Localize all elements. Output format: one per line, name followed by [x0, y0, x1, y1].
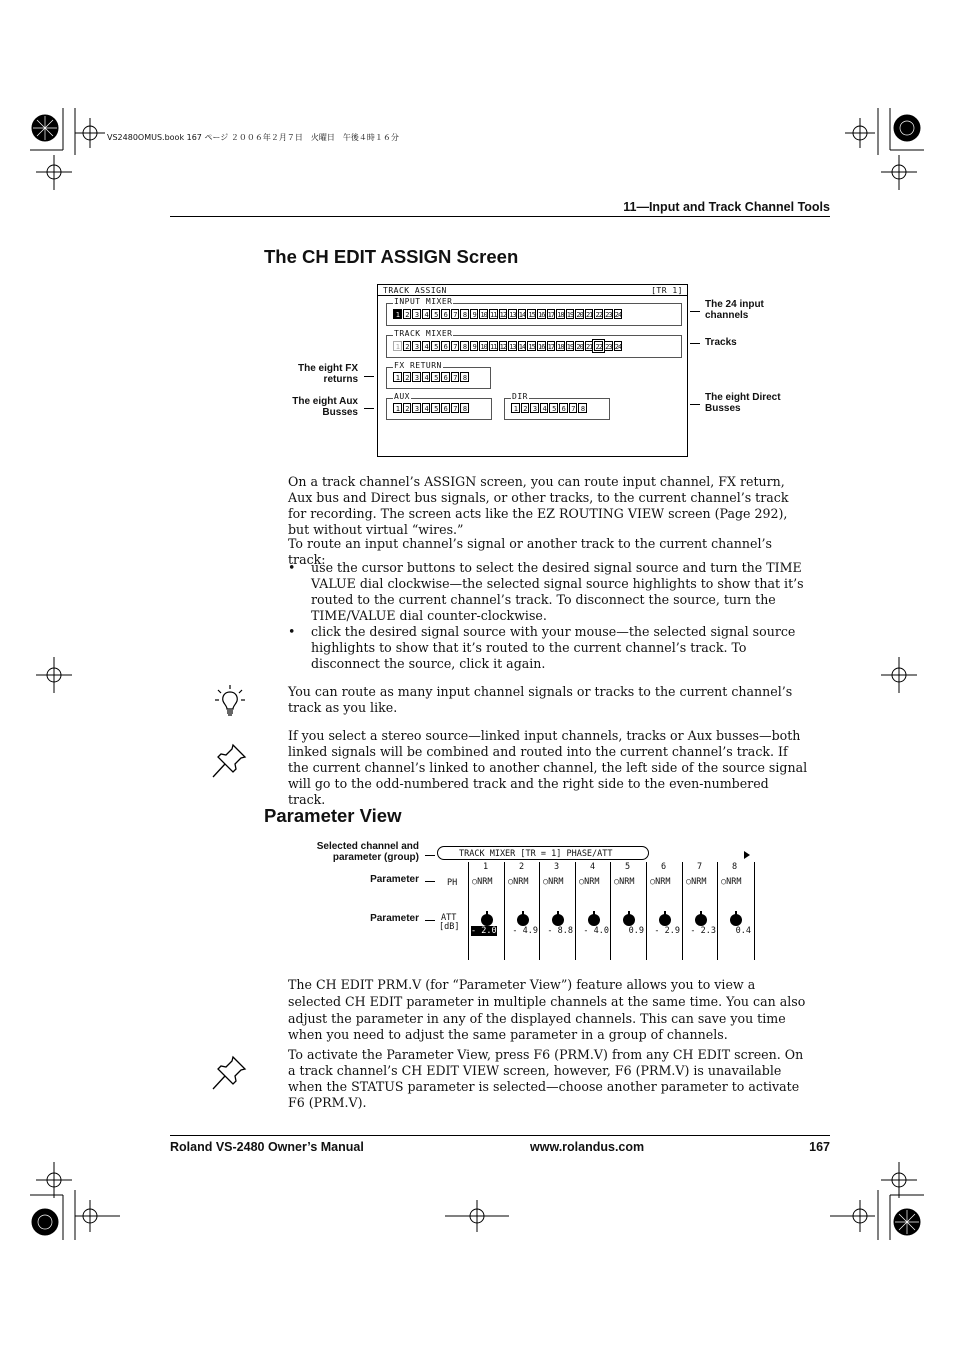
- input-button-23[interactable]: 23: [605, 311, 612, 319]
- channel-number: 2: [519, 862, 525, 872]
- aux-button-8[interactable]: 8: [460, 403, 469, 413]
- callout-parameter-att: Parameter: [370, 913, 419, 924]
- pushpin-icon: [211, 743, 247, 779]
- phase-value[interactable]: ○NRM: [472, 877, 493, 887]
- channel-number: 4: [590, 862, 596, 872]
- callout-line: [690, 404, 700, 405]
- page-number: 167: [809, 1140, 830, 1154]
- dir-button-8[interactable]: 8: [578, 403, 587, 413]
- list-item: • click the desired signal source with your mouse—the selected signal source highlights to show that it’s routed to the current channel’s track. To disconnect the source, click it again.: [288, 624, 808, 672]
- input-button-9[interactable]: 9: [470, 309, 479, 319]
- input-button-3[interactable]: 3: [412, 309, 421, 319]
- input-mixer-group: [386, 297, 682, 326]
- att-value[interactable]: - 2.0: [471, 926, 497, 936]
- att-knob-icon[interactable]: [730, 914, 742, 926]
- att-knob-icon[interactable]: [552, 914, 564, 926]
- track-button-14[interactable]: 14: [518, 343, 526, 351]
- parameter-view-note-paragraph: [288, 1047, 808, 1111]
- att-knob-icon[interactable]: [695, 914, 707, 926]
- fx-return-button-2[interactable]: 2: [403, 372, 412, 382]
- input-button-21[interactable]: 21: [585, 311, 593, 319]
- dir-button-6[interactable]: 6: [559, 403, 568, 413]
- callout-tracks: Tracks: [705, 337, 737, 348]
- input-button-14[interactable]: 14: [518, 311, 526, 319]
- channel-number: 8: [732, 862, 738, 872]
- aux-buttons: [393, 403, 469, 413]
- input-button-6[interactable]: 6: [441, 309, 450, 319]
- att-knob-icon[interactable]: [481, 914, 493, 926]
- dir-button-1[interactable]: 1: [511, 403, 520, 413]
- track-assign-screen: [377, 284, 688, 457]
- channel-column-3[interactable]: [539, 862, 576, 960]
- track-button-17[interactable]: 17: [547, 343, 555, 351]
- footer-manual-title: Roland VS-2480 Owner’s Manual: [170, 1140, 364, 1154]
- assign-intro-paragraph: [288, 474, 808, 538]
- att-value[interactable]: 0.4: [735, 926, 751, 936]
- track-button-10[interactable]: 10: [480, 343, 487, 351]
- dir-button-7[interactable]: 7: [569, 403, 578, 413]
- track-button-6[interactable]: 6: [441, 341, 450, 351]
- callout-line: [690, 311, 700, 312]
- channel-column-2[interactable]: [504, 862, 541, 960]
- input-button-15[interactable]: 15: [528, 311, 535, 319]
- track-button-12[interactable]: 12: [499, 343, 507, 351]
- screen-title-rule: [378, 295, 687, 296]
- aux-button-2[interactable]: 2: [403, 403, 412, 413]
- input-mixer-label: INPUT MIXER: [394, 297, 453, 306]
- input-button-18[interactable]: 18: [557, 311, 564, 319]
- track-indicator: [TR 1]: [651, 286, 683, 295]
- phase-value[interactable]: ○NRM: [650, 877, 671, 887]
- callout-line: [425, 881, 435, 882]
- att-value[interactable]: - 2.3: [690, 926, 716, 936]
- fx-return-group: [386, 361, 491, 389]
- channel-column-6[interactable]: [646, 862, 683, 960]
- input-button-13[interactable]: 13: [509, 311, 516, 319]
- list-item: • use the cursor buttons to select the desired signal source and turn the TIME VALUE dial clockwise—the selected signal source highlights to show that it’s routed to the current channel’s track. To disconnect the source, turn the TIME/VALUE dial counter-clockwise.: [288, 560, 808, 624]
- dir-button-3[interactable]: 3: [530, 403, 539, 413]
- param-screen-title: TRACK MIXER [TR = 1] PHASE/ATT: [459, 849, 613, 859]
- callout-selected-channel: Selected channel and parameter (group): [316, 841, 419, 863]
- callout-line: [425, 920, 435, 921]
- tip-text: You can route as many input channel signals or tracks to the current channel’s track as you like.: [288, 684, 793, 715]
- input-button-19[interactable]: 19: [566, 311, 574, 319]
- footer-rule: [170, 1135, 830, 1136]
- dir-label: DIR: [512, 392, 528, 401]
- track-button-1[interactable]: 1: [393, 341, 402, 351]
- callout-parameter-ph: Parameter: [370, 874, 419, 885]
- fx-return-button-1[interactable]: 1: [393, 372, 402, 382]
- phase-value[interactable]: ○NRM: [579, 877, 600, 887]
- stereo-note-paragraph: [288, 728, 808, 808]
- track-button-11[interactable]: 11: [490, 343, 497, 351]
- aux-group: [386, 392, 492, 420]
- att-value[interactable]: - 2.9: [654, 926, 680, 936]
- pushpin-icon: [211, 1055, 247, 1091]
- aux-button-4[interactable]: 4: [422, 403, 431, 413]
- fx-buttons: [393, 372, 469, 382]
- fx-return-button-7[interactable]: 7: [451, 372, 460, 382]
- stereo-note-text: If you select a stereo source—linked input channels, tracks or Aux busses—both linked signals will be combined and routed into the current channel’s track. If the current channel’s linked to another channel, the left side of the source signal will go to the odd-numbered track and the right side to the even-numbered track.: [288, 728, 808, 807]
- track-button-8[interactable]: 8: [460, 341, 469, 351]
- channel-column-4[interactable]: [575, 862, 612, 960]
- assign-intro-text: On a track channel’s ASSIGN screen, you can route input channel, FX return, Aux bus and Direct bus signals, or other tracks, to the current channel’s track for recording. The screen acts like the EZ ROUTING VIEW screen (Page 292), but without virtual “wires.”: [288, 474, 789, 537]
- parameter-view-text: The CH EDIT PRM.V (for “Parameter View”) feature allows you to view a selected CH EDIT parameter in multiple channels at the same time. You can also adjust the parameter in any of the displayed channels. This can save you time when you need to adjust the same parameter in a group of channels.: [288, 977, 806, 1043]
- aux-button-1[interactable]: 1: [393, 403, 402, 413]
- att-value[interactable]: - 8.8: [547, 926, 573, 936]
- input-button-17[interactable]: 17: [547, 311, 555, 319]
- track-mixer-label: TRACK MIXER: [394, 329, 453, 338]
- track-button-20[interactable]: 20: [576, 343, 583, 351]
- phase-value[interactable]: ○NRM: [686, 877, 707, 887]
- channel-number: 1: [483, 862, 489, 872]
- input-button-12[interactable]: 12: [499, 311, 507, 319]
- track-button-13[interactable]: 13: [509, 343, 516, 351]
- running-head: 11—Input and Track Channel Tools: [623, 200, 830, 214]
- input-button-1[interactable]: 1: [393, 309, 402, 319]
- track-button-3[interactable]: 3: [412, 341, 421, 351]
- callout-fx-returns: The eight FX returns: [298, 363, 358, 385]
- callout-line: [690, 343, 700, 344]
- row-label-att: ATT: [441, 913, 457, 923]
- phase-value[interactable]: ○NRM: [721, 877, 742, 887]
- track-button-21[interactable]: 21: [585, 343, 593, 351]
- input-button-16[interactable]: 16: [537, 311, 545, 319]
- aux-button-3[interactable]: 3: [412, 403, 421, 413]
- aux-button-5[interactable]: 5: [431, 403, 440, 413]
- input-button-4[interactable]: 4: [422, 309, 431, 319]
- channel-number: 6: [661, 862, 667, 872]
- callout-line: [364, 376, 374, 377]
- tip-paragraph: [288, 684, 808, 716]
- att-knob-icon[interactable]: [588, 914, 600, 926]
- input-buttons: [393, 309, 622, 319]
- row-label-ph: PH: [447, 878, 458, 888]
- fx-return-button-6[interactable]: 6: [441, 372, 450, 382]
- track-mixer-group: [386, 329, 682, 358]
- lightbulb-icon: [214, 684, 246, 718]
- track-button-23[interactable]: 23: [605, 343, 612, 351]
- channel-column-7[interactable]: [682, 862, 719, 960]
- callout-aux-busses: The eight Aux Busses: [292, 396, 358, 418]
- track-button-2[interactable]: 2: [403, 341, 412, 351]
- callout-input-channels: The 24 input channels: [705, 299, 764, 321]
- track-button-24[interactable]: 24: [614, 343, 622, 351]
- fx-return-button-4[interactable]: 4: [422, 372, 431, 382]
- track-button-9[interactable]: 9: [470, 341, 479, 351]
- track-button-18[interactable]: 18: [557, 343, 564, 351]
- section-title-assign: The CH EDIT ASSIGN Screen: [264, 246, 519, 267]
- track-button-15[interactable]: 15: [528, 343, 535, 351]
- input-button-22[interactable]: 22: [595, 311, 602, 319]
- att-value[interactable]: 0.9: [628, 926, 644, 936]
- input-button-20[interactable]: 20: [576, 311, 583, 319]
- fx-return-button-8[interactable]: 8: [460, 372, 469, 382]
- input-button-11[interactable]: 11: [490, 311, 497, 319]
- att-value[interactable]: - 4.9: [512, 926, 538, 936]
- callout-line: [364, 408, 374, 409]
- page-arrow-icon: [744, 851, 750, 859]
- input-button-7[interactable]: 7: [451, 309, 460, 319]
- att-knob-icon[interactable]: [623, 914, 635, 926]
- section-title-parameter-view: Parameter View: [264, 805, 402, 826]
- channel-number: 3: [554, 862, 560, 872]
- input-button-10[interactable]: 10: [480, 311, 487, 319]
- dir-button-5[interactable]: 5: [549, 403, 558, 413]
- att-knob-icon[interactable]: [517, 914, 529, 926]
- file-header: VS2480OMUS.book 167 ページ ２００６年２月７日 火曜日 午後４時１６分: [107, 133, 399, 142]
- channel-column-5[interactable]: [610, 862, 647, 960]
- channel-number: 5: [625, 862, 631, 872]
- parameter-view-paragraph: [288, 977, 808, 1044]
- phase-value[interactable]: ○NRM: [614, 877, 635, 887]
- input-button-2[interactable]: 2: [403, 309, 412, 319]
- callout-direct-busses: The eight Direct Busses: [705, 392, 781, 414]
- att-knob-icon[interactable]: [659, 914, 671, 926]
- att-value[interactable]: - 4.0: [583, 926, 609, 936]
- track-button-19[interactable]: 19: [566, 343, 574, 351]
- track-button-16[interactable]: 16: [537, 343, 545, 351]
- row-unit-att: [dB]: [439, 922, 460, 932]
- aux-button-6[interactable]: 6: [441, 403, 450, 413]
- assign-steps-list: [288, 560, 808, 672]
- dir-group: [504, 392, 610, 420]
- fx-return-label: FX RETURN: [394, 361, 442, 370]
- track-button-22[interactable]: 22: [595, 343, 602, 351]
- fx-return-button-3[interactable]: 3: [412, 372, 421, 382]
- input-button-5[interactable]: 5: [431, 309, 440, 319]
- fx-return-button-5[interactable]: 5: [431, 372, 440, 382]
- header-rule: [170, 216, 830, 217]
- track-button-5[interactable]: 5: [431, 341, 440, 351]
- aux-label: AUX: [394, 392, 410, 401]
- dir-button-4[interactable]: 4: [540, 403, 549, 413]
- callout-line: [425, 855, 435, 856]
- parameter-view-note-text: To activate the Parameter View, press F6 (PRM.V) from any CH EDIT screen. On a track channel’s CH EDIT VIEW screen, however, F6 (PRM.V) is unavailable when the STATUS parameter is selected—choose another parameter to activate F6 (PRM.V).: [288, 1047, 804, 1110]
- phase-value[interactable]: ○NRM: [508, 877, 529, 887]
- input-button-24[interactable]: 24: [614, 311, 622, 319]
- track-button-4[interactable]: 4: [422, 341, 431, 351]
- aux-button-7[interactable]: 7: [451, 403, 460, 413]
- dir-button-2[interactable]: 2: [521, 403, 530, 413]
- input-button-8[interactable]: 8: [460, 309, 469, 319]
- screen-title: TRACK ASSIGN: [383, 286, 447, 295]
- assign-steps-intro-text: To route an input channel’s signal or another track to the current channel’s track:: [288, 536, 772, 567]
- channel-column-1[interactable]: [468, 862, 505, 960]
- footer-website: www.rolandus.com: [530, 1140, 645, 1154]
- track-buttons: [393, 341, 622, 351]
- channel-number: 7: [697, 862, 703, 872]
- phase-value[interactable]: ○NRM: [543, 877, 564, 887]
- channel-column-8[interactable]: [717, 862, 755, 960]
- dir-buttons: [511, 403, 587, 413]
- track-button-7[interactable]: 7: [451, 341, 460, 351]
